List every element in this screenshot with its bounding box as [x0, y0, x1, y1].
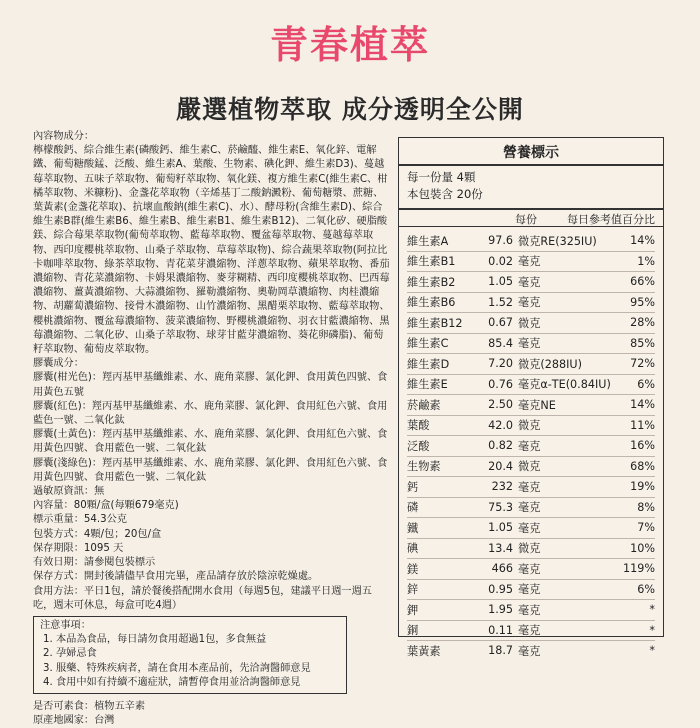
- nutrient-row: [407, 477, 655, 498]
- nutrient-value: 42.0: [488, 418, 513, 432]
- nutrient-name: 生物素: [407, 460, 441, 474]
- serving-info: [399, 166, 663, 210]
- product-subtitle: 嚴選植物萃取 成分透明全公開: [176, 95, 524, 124]
- ingredients-text: 檸檬酸鈣、綜合維生素(磷酸鈣、維生素C、菸鹼醯、維生素E、氧化鋅、電解鐵、葡萄糖酸錳、泛酸、維生素A、葉酸、生物素、碘化鉀、維生素D3)、蔓越莓萃取物、五味子萃取物、葡萄籽萃取物、氧化鎂、複方維生素C(維生素C、柑橘萃取物、米糠粉)、金盞花萃取物（辛烯基丁二酸鈉澱粉、葡萄糖漿、蔗糖、葉黃素(金盞花萃取)、抗壞血酸鈉(維生素C)、水）、酵母粉(含維生素D)、綜合維生素B群(維生素B6、維生素B、維生素B1、維生素B12)、二氧化矽、硬脂酸鎂、綜合莓果萃取物(葡萄萃取物、藍莓萃取物、覆盆莓萃取物、蔓越莓萃取物、西印度櫻桃萃取物、山桑子萃取物、草莓萃取物)、綜合蔬果萃取物(阿拉比卡咖啡萃取物、綠茶萃取物、青花菜芽濃縮物、洋蔥萃取物、蘋果萃取物、番茄濃縮物、青花菜濃縮物、卡姆果濃縮物、麥芽糊精、西印度櫻桃萃取物、巴西莓濃縮物、薑黃濃縮物、大蒜濃縮物、羅勒濃縮物、奧勒岡草濃縮物、肉桂濃縮物、胡蘿蔔濃縮物、接骨木濃縮物、山竹濃縮物、黑醋栗萃取物、藍莓萃取物、櫻桃濃縮物、覆盆莓濃縮物、菠菜濃縮物、野櫻桃濃縮物、羽衣甘藍濃縮物、黑莓濃縮物、二氧化矽、山桑子萃取物、球芽甘藍芽濃縮物、葵花卵磷脂)、葡萄籽萃取物、葡萄皮萃取物。: [33, 145, 390, 356]
- nutrient-unit: 毫克: [518, 439, 541, 453]
- capsule-item: 膠囊(柑光色)：羥丙基甲基纖維素、水、鹿角菜膠、氯化鉀、食用黃色四號、食用黃色五號: [33, 372, 388, 398]
- nutrient-unit: 毫克: [518, 521, 541, 535]
- nutrient-daily-pct: 10%: [630, 541, 655, 555]
- nutrient-name: 葉酸: [407, 419, 430, 433]
- notes-box: [33, 616, 347, 694]
- info-line: 有效日期：請參閱包裝標示: [33, 557, 156, 569]
- nutrient-value: 0.11: [488, 623, 513, 637]
- nutrient-daily-pct: 14%: [630, 398, 655, 412]
- capsule-item: 膠囊(土黃色)：羥丙基甲基纖維素、水、鹿角菜膠、氯化鉀、食用紅色六號、食用黃色四號、食用藍色一號、二氧化鈦: [33, 429, 388, 455]
- nutrient-daily-pct: 6%: [637, 582, 655, 596]
- nutrient-row: [407, 272, 655, 293]
- nutrient-value: 85.4: [488, 336, 513, 350]
- nutrient-name: 鋅: [407, 583, 419, 597]
- nutrient-row: [407, 313, 655, 334]
- note-item: 3. 服藥、特殊疾病者，請在食用本產品前，先洽詢醫師意見: [56, 662, 340, 676]
- product-title: 青春植萃: [269, 23, 430, 67]
- nutrient-name: 維生素B2: [407, 275, 456, 289]
- capsule-label: 膠囊成分：: [33, 358, 84, 370]
- nutrient-value: 0.82: [488, 439, 513, 453]
- nutrient-daily-pct: 14%: [630, 234, 655, 248]
- nutrient-daily-pct: 28%: [630, 316, 655, 330]
- nutrient-row: [407, 354, 655, 375]
- nutrient-name: 泛酸: [407, 439, 430, 453]
- nutrient-value: 0.67: [488, 316, 513, 330]
- nutrient-row: [407, 518, 655, 539]
- nutrient-unit: 微克RE(325IU): [518, 234, 597, 248]
- nutrient-name: 磷: [407, 501, 419, 515]
- nutrient-name: 葉黃素: [407, 644, 441, 658]
- nutrient-value: 13.4: [488, 541, 513, 555]
- servings-per-pack: 本包裝含 20份: [407, 187, 483, 201]
- ingredients-panel: [33, 130, 391, 728]
- nutrient-row: [407, 334, 655, 355]
- nutrient-daily-pct: 68%: [630, 459, 655, 473]
- nutrient-daily-pct: 1%: [637, 254, 655, 268]
- nutrient-value: 1.52: [488, 295, 513, 309]
- col-daily-value: 每日參考值百分比: [567, 213, 655, 226]
- note-item: 4. 食用中如有持續不適症狀，請暫停食用並洽詢醫師意見: [56, 676, 340, 690]
- nutrient-name: 鎂: [407, 562, 419, 576]
- nutrient-unit: 微克: [518, 460, 541, 474]
- nutrient-unit: 毫克: [518, 644, 541, 658]
- nutrient-unit: 毫克: [518, 603, 541, 617]
- nutrient-unit: 毫克: [518, 501, 541, 515]
- nutrient-unit: 毫克: [518, 296, 541, 310]
- nutrient-value: 1.05: [488, 521, 513, 535]
- info-line: 包裝方式：4顆/包；20包/盒: [33, 528, 162, 540]
- nutrient-daily-pct: 66%: [630, 275, 655, 289]
- nutrient-daily-pct: 119%: [623, 562, 655, 576]
- nutrient-unit: 毫克NE: [518, 398, 556, 412]
- nutrient-unit: 毫克: [518, 275, 541, 289]
- nutrient-row: [407, 395, 655, 416]
- nutrient-daily-pct: *: [649, 644, 655, 658]
- nutrient-row: [407, 600, 655, 621]
- nutrient-name: 鉀: [407, 603, 419, 617]
- nutrient-row: [407, 436, 655, 457]
- info-line: 食用方法：平日1包，請於餐後搭配開水食用（每週5包，建議平日週一週五吃，週末可休息，每盒可吃4週）: [33, 585, 372, 611]
- nutrient-name: 鈣: [407, 480, 419, 494]
- capsule-item: 膠囊(紅色)：羥丙基甲基纖維素、水、鹿角菜膠、氯化鉀、食用紅色六號、食用藍色一號、二氧化鈦: [33, 400, 388, 427]
- nutrient-unit: 微克: [518, 542, 541, 556]
- nutrient-row: [407, 559, 655, 580]
- nutrient-value: 7.20: [488, 357, 513, 371]
- nutrient-row: [407, 580, 655, 601]
- nutrient-value: 0.02: [488, 254, 513, 268]
- nutrient-row: [407, 252, 655, 273]
- nutrient-unit: 毫克: [518, 255, 541, 269]
- nutrient-row: [407, 641, 655, 661]
- nutrient-daily-pct: 7%: [637, 521, 655, 535]
- nutrient-row: [407, 293, 655, 314]
- info-line: 保存期限：1095 天: [33, 542, 124, 554]
- nutrient-daily-pct: 72%: [630, 357, 655, 371]
- nutrient-unit: 微克: [518, 316, 541, 330]
- notes-label: 注意事項：: [40, 619, 91, 631]
- nutrient-row: [407, 498, 655, 519]
- nutrient-name: 維生素D: [407, 357, 450, 371]
- nutrient-value: 18.7: [488, 644, 513, 658]
- col-per-serving: 每份: [515, 213, 537, 226]
- capsule-item: 膠囊(淺綠色)：羥丙基甲基纖維素、水、鹿角菜膠、氯化鉀、食用紅色六號、食用黃色四號、食用藍色一號、二氧化鈦: [33, 457, 388, 483]
- nutrient-name: 維生素C: [407, 337, 449, 351]
- nutrient-name: 維生素A: [407, 234, 449, 248]
- nutrient-unit: 毫克: [518, 480, 541, 494]
- nutrient-value: 75.3: [488, 500, 513, 514]
- nutrient-daily-pct: *: [649, 623, 655, 637]
- info-line: 保存方式：開封後請儘早食用完畢，產品請存放於陰涼乾燥處。: [33, 571, 319, 583]
- nutrient-row: [407, 231, 655, 252]
- nutrient-name: 菸鹼素: [407, 398, 441, 412]
- nutrition-table: [398, 137, 664, 658]
- nutrient-value: 20.4: [488, 459, 513, 473]
- nutrient-daily-pct: 16%: [630, 439, 655, 453]
- nutrient-unit: 微克(288IU): [518, 357, 582, 371]
- nutrient-daily-pct: 6%: [637, 377, 655, 391]
- nutrient-name: 鐵: [407, 521, 419, 535]
- nutrient-name: 維生素B1: [407, 255, 456, 269]
- nutrient-rows: [399, 227, 663, 661]
- footer-line: 原產地國家：台灣: [33, 715, 115, 727]
- nutrient-name: 碘: [407, 542, 419, 556]
- nutrient-daily-pct: 19%: [630, 480, 655, 494]
- nutrient-value: 0.95: [488, 582, 513, 596]
- nutrient-value: 1.95: [488, 603, 513, 617]
- nutrient-unit: 毫克α-TE(0.84IU): [518, 378, 611, 392]
- nutrient-value: 1.05: [488, 275, 513, 289]
- nutrient-name: 維生素E: [407, 378, 448, 392]
- ingredients-label: 內容物成分：: [33, 131, 95, 142]
- nutrient-value: 97.6: [488, 234, 513, 248]
- nutrient-value: 2.50: [488, 398, 513, 412]
- nutrient-daily-pct: 95%: [630, 295, 655, 309]
- nutrient-unit: 微克: [518, 419, 541, 433]
- nutrient-name: 維生素B12: [407, 316, 463, 330]
- note-item: 1. 本品為食品，每日請勿食用超過1包，多食無益: [56, 633, 340, 647]
- nutrient-name: 維生素B6: [407, 296, 456, 310]
- footer-line: 是否可素食：植物五辛素: [33, 700, 146, 712]
- nutrient-value: 0.76: [488, 377, 513, 391]
- nutrient-row: [407, 375, 655, 396]
- nutrient-value: 232: [491, 480, 513, 494]
- nutrient-row: [407, 457, 655, 478]
- info-line: 標示重量：54.3公克: [33, 514, 127, 526]
- nutrient-row: [407, 416, 655, 437]
- nutrition-column-headers: [399, 210, 663, 227]
- nutrient-daily-pct: 8%: [637, 500, 655, 514]
- nutrient-row: [407, 539, 655, 560]
- info-line: 內容量：80顆/盒(每顆679毫克): [33, 500, 179, 512]
- notes-list: [40, 633, 340, 690]
- nutrient-unit: 毫克: [518, 583, 541, 597]
- nutrient-daily-pct: *: [649, 603, 655, 617]
- serving-size: 每一份量 4顆: [407, 170, 476, 184]
- nutrient-unit: 毫克: [518, 337, 541, 351]
- info-line: 過敏原資訊：無: [33, 486, 105, 498]
- note-item: 2. 孕婦忌食: [56, 647, 340, 661]
- nutrient-unit: 毫克: [518, 562, 541, 576]
- nutrient-daily-pct: 85%: [630, 336, 655, 350]
- nutrient-daily-pct: 11%: [630, 418, 655, 432]
- nutrient-name: 銅: [407, 624, 419, 638]
- nutrient-value: 466: [491, 562, 513, 576]
- nutrient-unit: 毫克: [518, 624, 541, 638]
- nutrient-row: [407, 621, 655, 642]
- nutrition-header: 營養標示: [399, 138, 663, 166]
